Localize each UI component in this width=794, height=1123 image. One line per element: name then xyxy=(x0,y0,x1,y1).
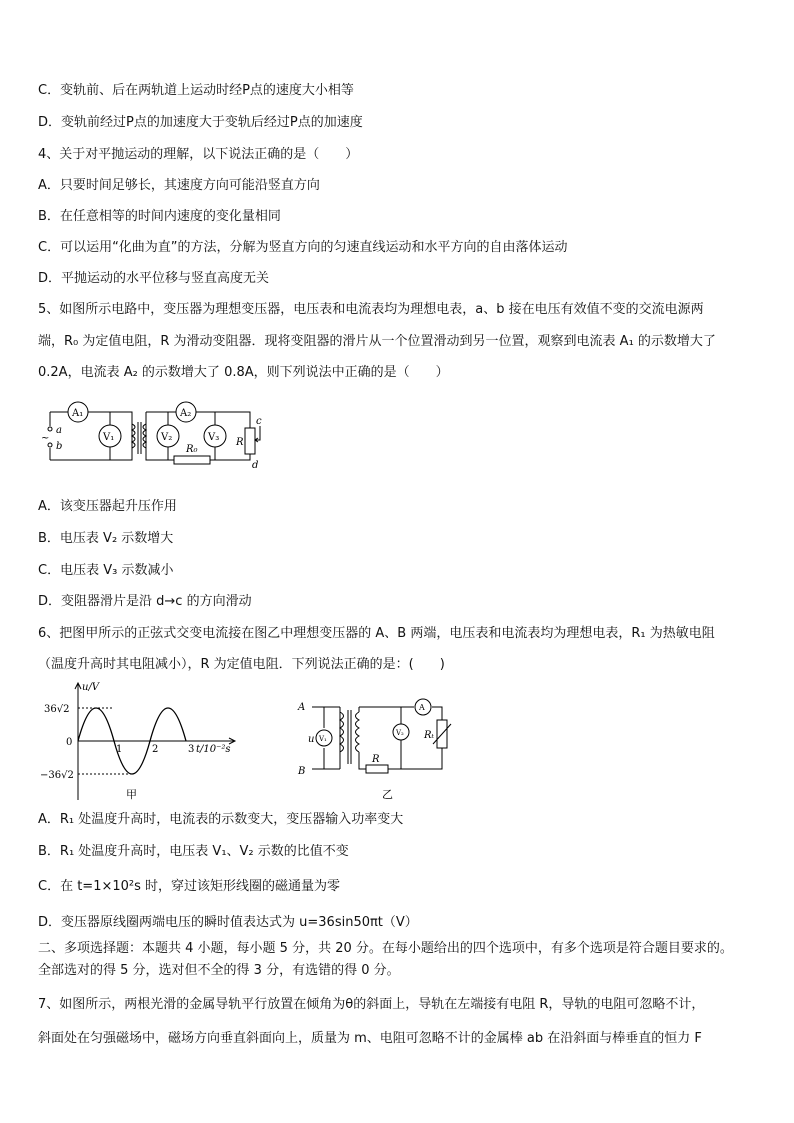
question-5-stem-line2: 端，R₀ 为定值电阻，R 为滑动变阻器．现将变阻器的滑片从一个位置滑动到另一位置，观察到电流表 A₁ 的示数增大了 xyxy=(38,334,716,349)
section-2-heading-line1: 二、多项选择题：本题共 4 小题，每小题 5 分，共 20 分。在每小题给出的四个选项中，有多个选项是符合题目要求的。 xyxy=(38,941,733,956)
svg-text:R: R xyxy=(372,754,380,765)
svg-text:−36√2: −36√2 xyxy=(40,770,74,781)
question-5-option-c: C．电压表 V₃ 示数减小 xyxy=(38,563,174,578)
svg-text:乙: 乙 xyxy=(382,788,393,801)
svg-text:b: b xyxy=(56,441,63,452)
svg-text:3: 3 xyxy=(188,744,195,755)
svg-text:V₂: V₂ xyxy=(161,432,173,443)
svg-text:2: 2 xyxy=(152,744,159,755)
question-4-option-c: C．可以运用“化曲为直”的方法，分解为竖直方向的匀速直线运动和水平方向的自由落体运动 xyxy=(38,240,568,255)
svg-text:0: 0 xyxy=(66,737,73,748)
question-4-option-d: D．平抛运动的水平位移与竖直高度无关 xyxy=(38,271,270,286)
svg-text:t/10⁻²s: t/10⁻²s xyxy=(196,744,231,755)
svg-text:A: A xyxy=(298,702,306,713)
question-6-option-c: C．在 t=1×10²s 时，穿过该矩形线圈的磁通量为零 xyxy=(38,879,341,894)
question-6-circuit-figure xyxy=(290,692,460,804)
section-2-heading-line2: 全部选对的得 5 分，选对但不全的得 3 分，有选错的得 0 分。 xyxy=(38,963,400,978)
question-5-option-b: B．电压表 V₂ 示数增大 xyxy=(38,531,174,546)
svg-text:V₁: V₁ xyxy=(319,735,327,743)
question-5-circuit-figure xyxy=(40,398,270,488)
question-6-stem-line1: 6、把图甲所示的正弦式交变电流接在图乙中理想变压器的 A、B 两端，电压表和电流表均为理想电表，R₁ 为热敏电阻 xyxy=(38,626,715,641)
question-7-stem-line2: 斜面处在匀强磁场中，磁场方向垂直斜面向上，质量为 m、电阻可忽略不计的金属棒 ab 在沿斜面与棒垂直的恒力 F xyxy=(38,1031,702,1046)
svg-text:V₁: V₁ xyxy=(103,432,115,443)
question-5-option-a: A．该变压器起升压作用 xyxy=(38,499,177,514)
resistor-r0 xyxy=(174,456,210,464)
svg-text:A₁: A₁ xyxy=(72,408,84,419)
svg-text:R₀: R₀ xyxy=(186,444,198,455)
svg-text:V₂: V₂ xyxy=(396,729,404,737)
svg-text:a: a xyxy=(56,425,62,436)
question-6-waveform-figure xyxy=(38,680,248,810)
svg-text:c: c xyxy=(256,416,262,427)
question-4-stem: 4、关于对平抛运动的理解，以下说法正确的是（ ） xyxy=(38,147,359,162)
svg-text:d: d xyxy=(252,460,259,471)
question-4-option-a: A．只要时间足够长，其速度方向可能沿竖直方向 xyxy=(38,178,320,193)
question-5-stem-line1: 5、如图所示电路中，变压器为理想变压器，电压表和电流表均为理想电表，a、b 接在电压有效值不变的交流电源两 xyxy=(38,302,704,317)
svg-text:A: A xyxy=(419,703,425,712)
svg-text:B: B xyxy=(298,766,306,777)
svg-text:~: ~ xyxy=(41,433,50,444)
svg-text:R: R xyxy=(236,437,244,448)
svg-text:A₂: A₂ xyxy=(180,408,192,419)
svg-text:u/V: u/V xyxy=(82,682,100,693)
question-4-option-b: B．在任意相等的时间内速度的变化量相同 xyxy=(38,209,281,224)
question-6-option-d: D．变压器原线圈两端电压的瞬时值表达式为 u=36sin50πt（V） xyxy=(38,915,418,930)
svg-text:甲: 甲 xyxy=(126,788,137,801)
question-6-option-b: B．R₁ 处温度升高时，电压表 V₁、V₂ 示数的比值不变 xyxy=(38,844,349,859)
svg-text:Rₜ: Rₜ xyxy=(424,730,434,741)
question-7-stem-line1: 7、如图所示，两根光滑的金属导轨平行放置在倾角为θ的斜面上，导轨在左端接有电阻 R，导轨的电阻可忽略不计， xyxy=(38,997,705,1012)
svg-text:36√2: 36√2 xyxy=(44,704,70,715)
question-6-stem-line2: （温度升高时其电阻减小），R 为定值电阻．下列说法正确的是：( ) xyxy=(38,657,445,672)
option-d-orbit: D．变轨前经过P点的加速度大于变轨后经过P点的加速度 xyxy=(38,115,363,130)
resistor-r xyxy=(366,765,388,773)
svg-text:V₃: V₃ xyxy=(208,432,220,443)
question-6-option-a: A．R₁ 处温度升高时，电流表的示数变大，变压器输入功率变大 xyxy=(38,812,404,827)
question-5-option-d: D．变阻器滑片是沿 d→c 的方向滑动 xyxy=(38,594,252,609)
option-c-orbit: C．变轨前、后在两轨道上运动时经P点的速度大小相等 xyxy=(38,83,354,98)
question-5-stem-line3: 0.2A，电流表 A₂ 的示数增大了 0.8A，则下列说法中正确的是（ ） xyxy=(38,365,449,380)
svg-text:1: 1 xyxy=(116,744,123,755)
svg-text:u: u xyxy=(308,734,315,745)
rheostat-r xyxy=(245,428,255,454)
